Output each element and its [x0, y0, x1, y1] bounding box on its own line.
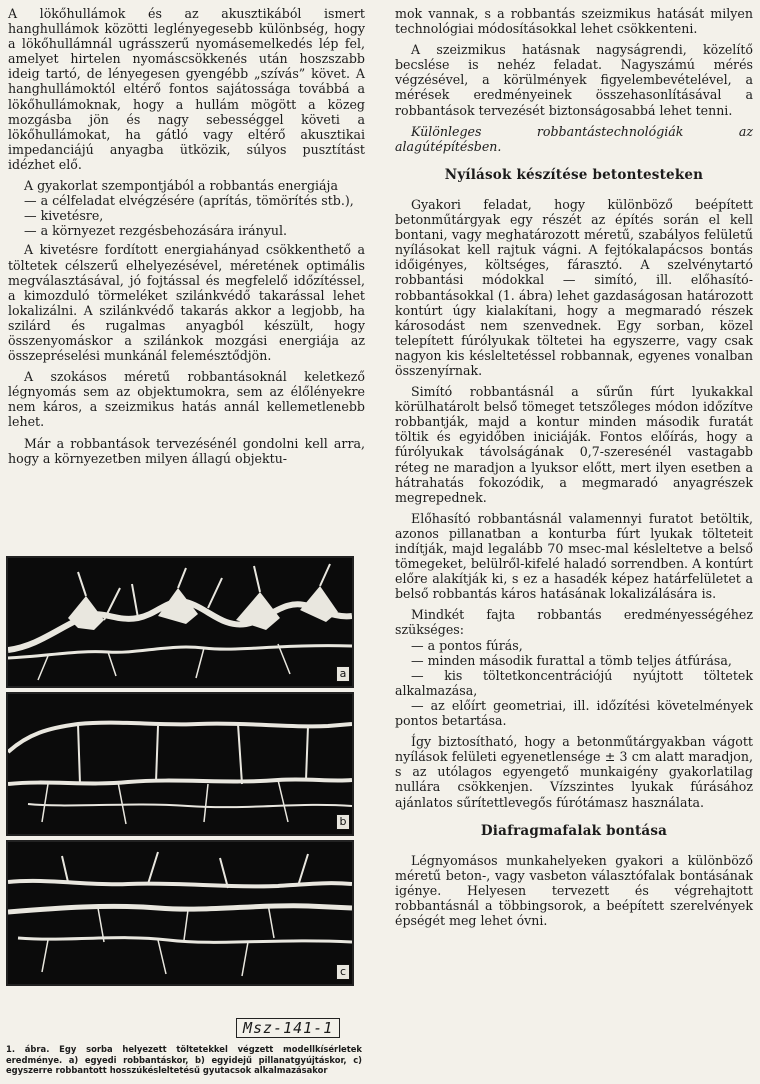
paragraph: A kivetésre fordított energiahányad csökkenthető a töltetek célszerű elhelyezésével, méretének optimális megválasztásával, jó fojtással és megfelelő időzítéssel, a kimozduló törmeléket szilánkvédő takarással lehet lokalizálni. A szilánkvédő takarás akkor a legjobb, ha szilárd és rugalmas anyagból készült, hogy összenyomáskor a szilánkok mozgási energiája az összepréselési munkánál felemésztődjön. [8, 242, 365, 364]
panel-label-a: a [336, 666, 350, 682]
archive-stamp: Msz-141-1 [236, 1018, 340, 1038]
paragraph: Már a robbantások tervezésénél gondolni kell arra, hogy a környezetben milyen állagú objektu- [8, 435, 365, 466]
figure-panel-b [6, 692, 354, 836]
panel-label-c: c [336, 964, 350, 980]
list-item: — kis töltetkoncentrációjú nyújtott töltetek alkalmazása, [395, 667, 753, 698]
left-column [8, 6, 365, 472]
crack-pattern-image [8, 842, 352, 984]
figure-panel-c [6, 840, 354, 986]
section-heading: Nyílások készítése betontesteken [444, 166, 704, 183]
paragraph: Simító robbantásnál a sűrűn fúrt lyukakkal körülhatárolt belső tömeget tetszőleges módon időzítve robbantják, majd a kontur minden második furatát töltik és egyidőben iniciáják. Fontos előírás, hogy a fúrólyukak távolságának 0,7-szeresénél vastagabb réteg ne maradjon a lyuksor előtt, mert ilyen esetben a hátrahatás fokozódik, a megmaradó anyagrészek megrepednek. [395, 384, 753, 505]
figure-1 [6, 556, 358, 982]
panel-label-b: b [336, 814, 350, 830]
figure-panel-a [6, 556, 354, 688]
paragraph: Mindkét fajta robbantás eredményességéhez szükséges: [395, 607, 753, 638]
paragraph: Légnyomásos munkahelyeken gyakori a különböző méretű beton-, vagy vasbeton választófalak bontásának igénye. Helyesen tervezett és végrehajtott robbantásnál a többingsorok, a beépített szerelvények épségét meg lehet óvni. [395, 852, 753, 929]
paragraph: A szeizmikus hatásnak nagyságrendi, közelítő becslése is nehéz feladat. Nagyszámú mérés végzésével, a körülmények figyelembevételével, a mérések eredményeinek összehasonlításával a robbantások tervezését biztonságosabbá lehet tenni. [395, 42, 753, 118]
paragraph: Gyakori feladat, hogy különböző beépített betonműtárgyak egy részét az építés során el kell bontani, vagy meghatározott méretű, szabályos felületű nyílásokat kell rajtuk vágni. A fejtókalapácsos bontás időigényes, költséges, fárasztó. A szelvénytartó robbantási módokkal — simító, ill. előhasító-robbantásokkal (1. ábra) lehet gazdaságosan határozott kontúrt úgy kialakítani, hogy a megmaradó részek károsodást nem szenvednek. Egy sorban, közel telepített fúrólyukak töltetei ha egyszerre, vagy csak nagyon kis késleltetéssel robbannak, egyenes vonalban összenyírnak. [395, 196, 753, 378]
section-heading: Diafragmafalak bontása [480, 822, 668, 839]
right-column [395, 6, 753, 934]
list-item: — minden második furattal a tömb teljes átfúrása, [411, 652, 732, 668]
paragraph: Így biztosítható, hogy a betonműtárgyakban vágott nyílások felületi egyenetlensége ± 3 cm alatt maradjon, s az utólagos egyengető munkaigény gyakorlatilag nullára csökkenjen. Vízszintes lyukak fúrásához ajánlatos sűrítettlevegős fúrótámasz használata. [395, 734, 753, 810]
paragraph: A szokásos méretű robbantásoknál keletkező légnyomás sem az objektumokra, sem az élőlényekre nem káros, a szeizmikus hatás annál kellemetlenebb lehet. [8, 369, 365, 430]
paragraph: Különleges robbantástechnológiák az alagútépítésben. [395, 123, 753, 154]
paragraph: A gyakorlat szempontjából a robbantás energiája [24, 178, 338, 194]
crack-pattern-image [8, 558, 352, 686]
list-item: — a környezet rezgésbehozására irányul. [24, 223, 288, 239]
list-item: — kivetésre, [24, 208, 104, 224]
paragraph: mok vannak, s a robbantás szeizmikus hatását milyen technológiai módosításokkal lehet csökkenteni. [395, 6, 753, 37]
figure-caption: 1. ábra. Egy sorba helyezett töltetekkel végzett modellkísérletek eredménye. a) egyedi robbantáskor, b) egyidejű pillanatgyújtáskor, c) egyszerre robbantott hosszúkésleltetésű gyutacsok alkalmazásakor [6, 1044, 362, 1075]
crack-pattern-image [8, 694, 352, 834]
paragraph: Előhasító robbantásnál valamennyi furatot betöltik, azonos pillanatban a konturba fúrt lyukak tölteteit indítják, majd legalább 70 msec-mal késleltetve a belső tömegeket, belülről-kifelé haladó sorrendben. A kontúrt előre alakítják ki, s ez a hasadék képez határfelületet a belső robbantás káros hatásának lokalizálására is. [395, 510, 753, 602]
list-item: — az előírt geometriai, ill. időzítési követelmények pontos betartása. [395, 697, 753, 729]
paragraph: A lökőhullámok és az akusztikából ismert hanghullámok közötti leglényegesebb különbség, hogy a lökőhullámnál ugrásszerű nyomásemelkedés lép fel, amelyet hirtelen nyomáscsökkenés után hoszszabb ideig tartó, de lényegesen gyengébb „szívás” követ. A hanghullámoktól eltérő fontos sajátossága továbbá a lökőhullámoknak, hogy a hullám mögött a közeg mozgásba jön és nagy sebességgel követi a lökőhullámokat, ha gátló vagy eltérő akusztikai impedanciájú anyagba ütközik, súlyos pusztítást idézhet elő. [8, 6, 365, 172]
list-item: — a célfeladat elvégzésére (aprítás, tömörítés stb.), [24, 193, 354, 209]
list-item: — a pontos fúrás, [411, 637, 523, 653]
